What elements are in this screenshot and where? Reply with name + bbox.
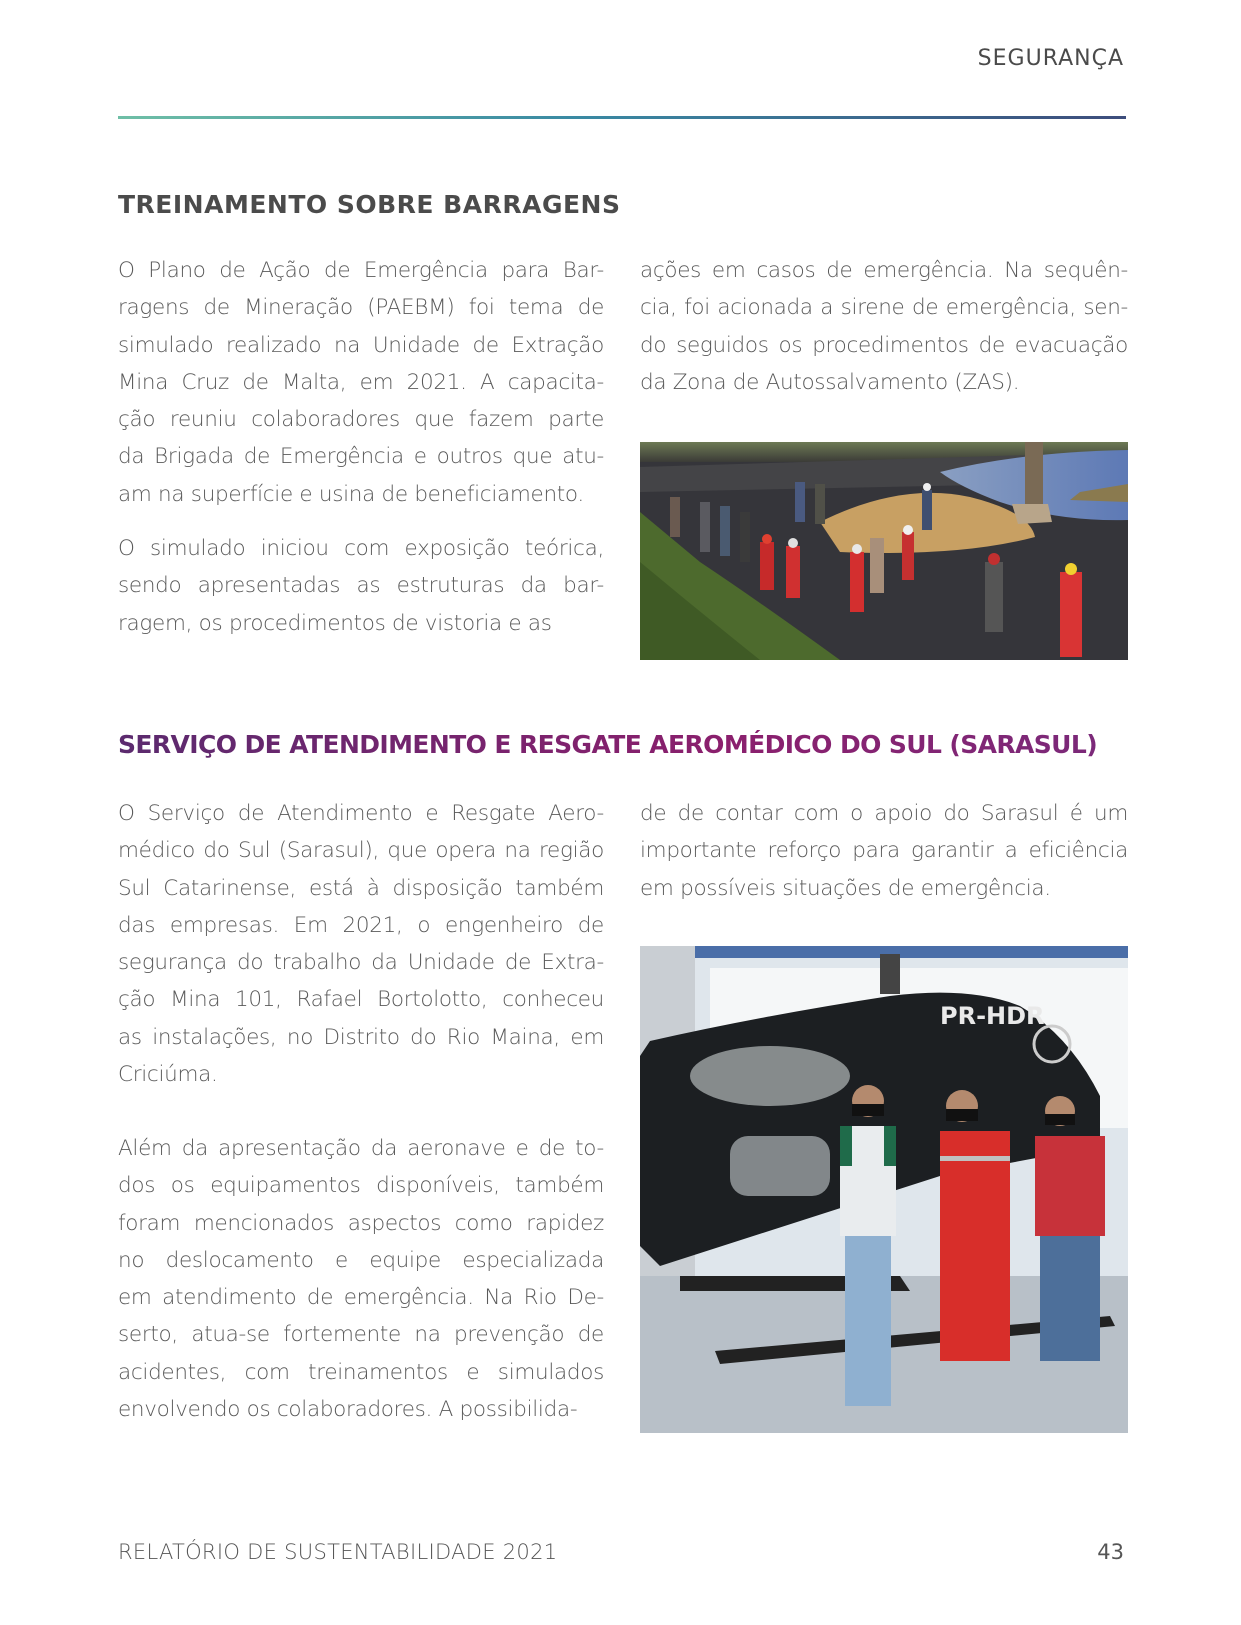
sarasul-paragraph-3 [640, 795, 1128, 907]
text-line: envolvendo os colaboradores. A possibilida- [118, 1397, 578, 1423]
text-line: simulado realizado na Unidade de Extração [118, 332, 604, 358]
text-line: sendo apresentadas as estruturas da bar- [118, 573, 604, 599]
helicopter-registration: PR-HDR [940, 1002, 1045, 1030]
person-left [840, 1085, 896, 1406]
barragens-paragraph-3 [640, 252, 1128, 401]
text-line: de de contar com o apoio do Sarasul é um [640, 801, 1128, 826]
barragens-paragraph-1 [118, 252, 604, 513]
text-line: Mina Cruz de Malta, em 2021. A capacita- [118, 369, 604, 395]
text-line: da Brigada de Emergência e outros que atu- [118, 444, 604, 470]
barragens-paragraph-2 [118, 530, 604, 642]
text-line: no deslocamento e equipe especializada [118, 1247, 604, 1273]
text-line: Além da apresentação da aeronave e de to- [118, 1136, 604, 1161]
helicopter-image [640, 946, 1128, 1433]
photo-helicopter [640, 946, 1128, 1433]
text-line: dos os equipamentos disponíveis, também [118, 1173, 604, 1199]
header-rule [118, 116, 1126, 119]
text-line: ragens de Mineração (PAEBM) foi tema de [118, 295, 604, 321]
dam-training-image [640, 442, 1128, 660]
text-line: am na superfície e usina de beneficiamento. [118, 481, 584, 507]
section-title-barragens: TREINAMENTO SOBRE BARRAGENS [118, 190, 621, 219]
text-line: Sul Catarinense, está à disposição também [118, 875, 604, 901]
text-line: da Zona de Autossalvamento (ZAS). [640, 369, 1020, 395]
text-line: serto, atua-se fortemente na prevenção de [118, 1322, 604, 1348]
section-title-sarasul: SERVIÇO DE ATENDIMENTO E RESGATE AEROMÉDICO DO SUL (SARASUL) [118, 730, 1126, 759]
footer-report-title: RELATÓRIO DE SUSTENTABILIDADE 2021 [118, 1540, 558, 1564]
text-line: ragem, os procedimentos de vistoria e as [118, 610, 552, 636]
sarasul-paragraph-1 [118, 795, 604, 1093]
text-line: Criciúma. [118, 1062, 218, 1088]
page-number: 43 [1097, 1540, 1124, 1564]
text-line: foram mencionados aspectos como rapidez [118, 1210, 604, 1236]
sarasul-paragraph-2 [118, 1130, 604, 1428]
text-line: importante reforço para garantir a eficiência [640, 838, 1128, 864]
text-line: ção reuniu colaboradores que fazem parte [118, 407, 604, 433]
text-line: ações em casos de emergência. Na sequên- [640, 258, 1128, 283]
text-line: médico do Sul (Sarasul), que opera na região [118, 838, 604, 864]
text-line: acidentes, com treinamentos e simulados [118, 1359, 604, 1385]
text-line: segurança do trabalho da Unidade de Extra- [118, 950, 604, 976]
text-line: das empresas. Em 2021, o engenheiro de [118, 912, 604, 938]
text-line: as instalações, no Distrito do Rio Maina, em [118, 1024, 604, 1050]
text-line: do seguidos os procedimentos de evacuação [640, 332, 1128, 358]
text-line: O Serviço de Atendimento e Resgate Aero- [118, 801, 604, 826]
text-line: cia, foi acionada a sirene de emergência, sen- [640, 295, 1128, 321]
section-label: SEGURANÇA [977, 46, 1124, 71]
text-line: em atendimento de emergência. Na Rio De- [118, 1285, 604, 1311]
text-line: O Plano de Ação de Emergência para Bar- [118, 258, 604, 283]
text-line: ção Mina 101, Rafael Bortolotto, conheceu [118, 987, 604, 1013]
text-line: em possíveis situações de emergência. [640, 875, 1051, 901]
photo-dam-training [640, 442, 1128, 660]
text-line: O simulado iniciou com exposição teórica, [118, 536, 604, 561]
